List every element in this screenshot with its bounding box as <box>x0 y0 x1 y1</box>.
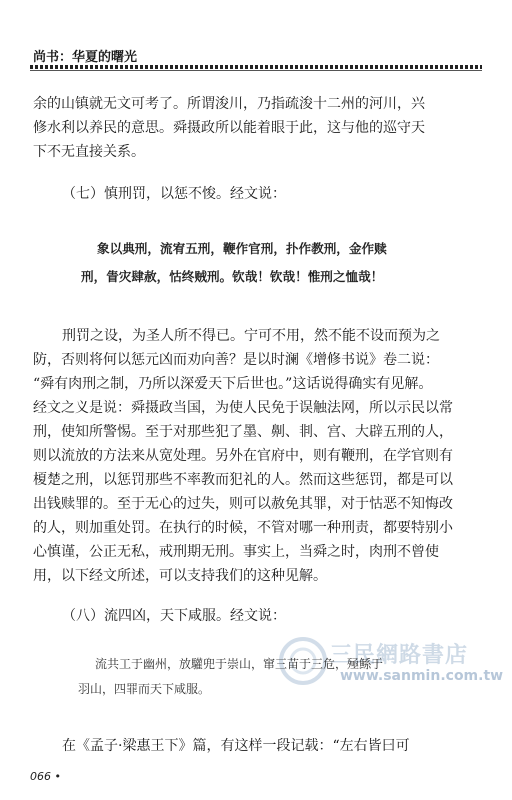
body-line: “舜有肉刑之制，乃所以深爱天下后世也。”这话说得确实有见解。 <box>33 376 433 392</box>
header-rule-thin <box>30 70 482 71</box>
body-line: 则以流放的方法来从宽处理。另外在官府中，则有鞭刑，在学官则有 <box>33 448 453 464</box>
body-line: 榎楚之刑，以惩罚那些不率教而犯礼的人。然而这些惩罚，都是可以 <box>33 472 453 488</box>
header-title: 尚书：华夏的曙光 <box>33 50 138 65</box>
body-line: 刑，使知所警惕。至于对那些犯了墨、劓、剕、宫、大辟五刑的人， <box>33 424 453 440</box>
body-line: 用，以下经文所述，可以支持我们的这种见解。 <box>33 568 327 584</box>
body-line: 下不无直接关系。 <box>33 144 145 160</box>
body-line: 经文之义是说：舜摄政当国，为使人民免于误触法网，所以示民以常 <box>33 400 453 416</box>
body-line: 心慎谨，公正无私，戒刑期无刑。事实上，当舜之时，肉刑不曾使 <box>33 544 439 560</box>
quote-line: 流共工于幽州，放驩兜于崇山，窜三苗于三危，殛鲧于 <box>95 657 384 671</box>
header-rule <box>30 65 482 69</box>
body-line: 出钱赎罪的。至于无心的过失，则可以赦免其罪，对于怙恶不知悔改 <box>33 496 453 512</box>
body-line: 修水利以养民的意思。舜摄政所以能着眼于此，这与他的巡守天 <box>33 120 425 136</box>
quote-line: 刑，眚灾肆赦，怙终贼刑。钦哉！钦哉！惟刑之恤哉！ <box>81 269 384 284</box>
watermark-url: www.sanmin.com.tw <box>340 668 504 684</box>
body-line: 刑罚之设，为圣人所不得已。宁可不用，然不能不设而预为之 <box>62 328 440 344</box>
body-line: 余的山镇就无文可考了。所谓浚川，乃指疏浚十二州的河川，兴 <box>33 96 425 112</box>
body-line: 在《孟子·梁惠王下》篇，有这样一段记载：“左右皆曰可 <box>62 738 410 754</box>
body-line: 防，否则将何以惩元凶而劝向善？是以时澜《增修书说》卷二说： <box>33 352 439 368</box>
section-8-heading: （八）流四凶，天下咸服。经文说： <box>62 608 286 624</box>
watermark-name: 三民網路書店 <box>330 643 469 668</box>
quote-line: 象以典刑，流宥五刑，鞭作官刑，扑作教刑，金作赎 <box>97 241 387 256</box>
section-7-heading: （七）慎刑罚，以惩不悛。经文说： <box>62 186 286 202</box>
page-number: 066 • <box>30 770 61 783</box>
quote-line: 羽山，四罪而天下咸服。 <box>78 682 211 696</box>
body-line: 的人，则加重处罚。在执行的时候，不管对哪一种刑责，都要特别小 <box>33 520 453 536</box>
